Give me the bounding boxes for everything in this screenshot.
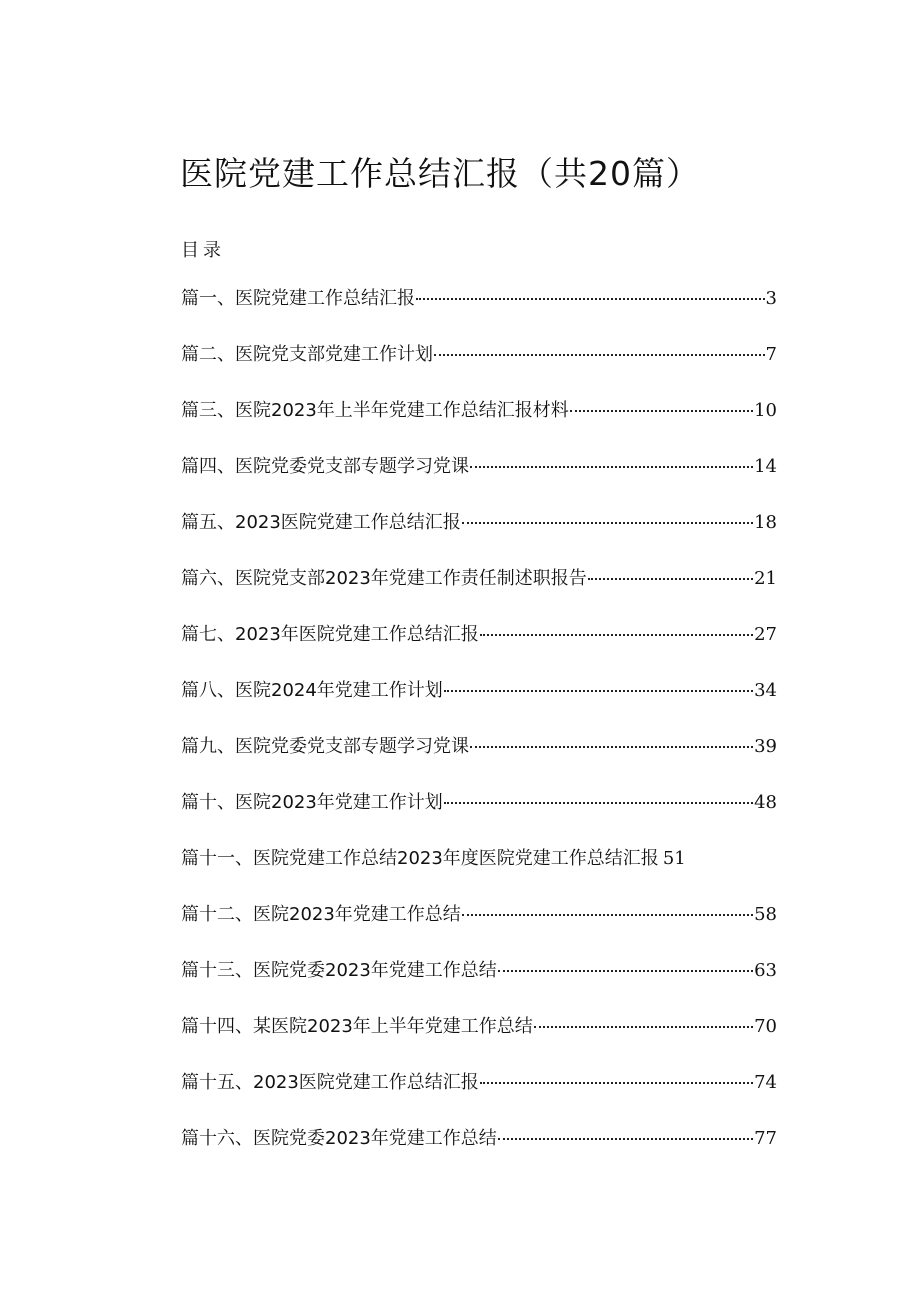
toc-entry-label: 篇六、医院党支部2023年党建工作责任制述职报告	[181, 568, 587, 589]
toc-entry[interactable]	[181, 1068, 777, 1124]
dot-leader	[470, 466, 753, 468]
dot-leader	[444, 690, 753, 692]
toc-entry-page: 77	[754, 1128, 777, 1149]
toc-entry[interactable]	[181, 284, 777, 340]
toc-entry[interactable]	[181, 564, 777, 620]
toc-entry-page: 70	[754, 1016, 777, 1037]
toc-entry-page: 18	[754, 512, 777, 533]
toc-entry-label: 篇十五、2023医院党建工作总结汇报	[181, 1072, 479, 1093]
dot-leader	[416, 298, 765, 300]
toc-entry-label: 篇一、医院党建工作总结汇报	[181, 288, 415, 309]
toc-entry-label: 篇十六、医院党委2023年党建工作总结	[181, 1128, 497, 1149]
toc-entry[interactable]	[181, 732, 777, 788]
dot-leader	[534, 1026, 753, 1028]
toc-entry-page: 58	[754, 904, 777, 925]
toc-entry[interactable]	[181, 620, 777, 676]
dot-leader	[462, 914, 753, 916]
toc-entry-page: 51	[662, 848, 686, 869]
toc-heading: 目录	[181, 240, 225, 261]
toc-entry[interactable]	[181, 1124, 777, 1180]
toc-entry-page: 14	[754, 456, 777, 477]
toc-entry-label: 篇五、2023医院党建工作总结汇报	[181, 512, 461, 533]
toc-entry-label: 篇十四、某医院2023年上半年党建工作总结	[181, 1016, 533, 1037]
dot-leader	[444, 802, 753, 804]
toc-entry[interactable]	[181, 508, 777, 564]
dot-leader	[434, 354, 765, 356]
toc-entry-page: 27	[754, 624, 777, 645]
dot-leader	[462, 522, 753, 524]
toc-entry-page: 48	[754, 792, 777, 813]
toc-entry[interactable]	[181, 340, 777, 396]
toc-entry-page: 10	[754, 400, 777, 421]
toc-entry-label: 篇十二、医院2023年党建工作总结	[181, 904, 461, 925]
dot-leader	[570, 410, 753, 412]
toc-entry-page: 3	[765, 288, 777, 309]
dot-leader	[480, 1082, 753, 1084]
toc-entry[interactable]	[181, 956, 777, 1012]
toc-entry-label: 篇二、医院党支部党建工作计划	[181, 344, 433, 365]
dot-leader	[498, 1138, 753, 1140]
dot-leader	[470, 746, 753, 748]
toc-entry-page: 34	[754, 680, 777, 701]
toc-entry[interactable]	[181, 452, 777, 508]
toc-entry[interactable]	[181, 1012, 777, 1068]
toc-entry-label: 篇十一、医院党建工作总结2023年度医院党建工作总结汇报	[181, 848, 659, 869]
toc-entry-label: 篇三、医院2023年上半年党建工作总结汇报材料	[181, 400, 569, 421]
toc-entry-page: 39	[754, 736, 777, 757]
toc-entry-label: 篇十三、医院党委2023年党建工作总结	[181, 960, 497, 981]
toc-entry[interactable]	[181, 396, 777, 452]
toc-entry[interactable]	[181, 900, 777, 956]
toc-entry[interactable]	[181, 676, 777, 732]
toc-entry-label: 篇十、医院2023年党建工作计划	[181, 792, 443, 813]
toc-entry-page: 7	[765, 344, 777, 365]
dot-leader	[480, 634, 753, 636]
dot-leader	[498, 970, 753, 972]
table-of-contents	[181, 284, 777, 1180]
toc-entry-label: 篇七、2023年医院党建工作总结汇报	[181, 624, 479, 645]
toc-entry-page: 74	[754, 1072, 777, 1093]
document-title: 医院党建工作总结汇报（共20篇）	[180, 154, 700, 193]
toc-entry[interactable]	[181, 788, 777, 844]
toc-entry[interactable]	[181, 844, 777, 900]
toc-entry-label: 篇四、医院党委党支部专题学习党课	[181, 456, 469, 477]
toc-entry-page: 21	[754, 568, 777, 589]
toc-entry-page: 63	[754, 960, 777, 981]
dot-leader	[588, 578, 753, 580]
toc-entry-label: 篇九、医院党委党支部专题学习党课	[181, 736, 469, 757]
toc-entry-label: 篇八、医院2024年党建工作计划	[181, 680, 443, 701]
